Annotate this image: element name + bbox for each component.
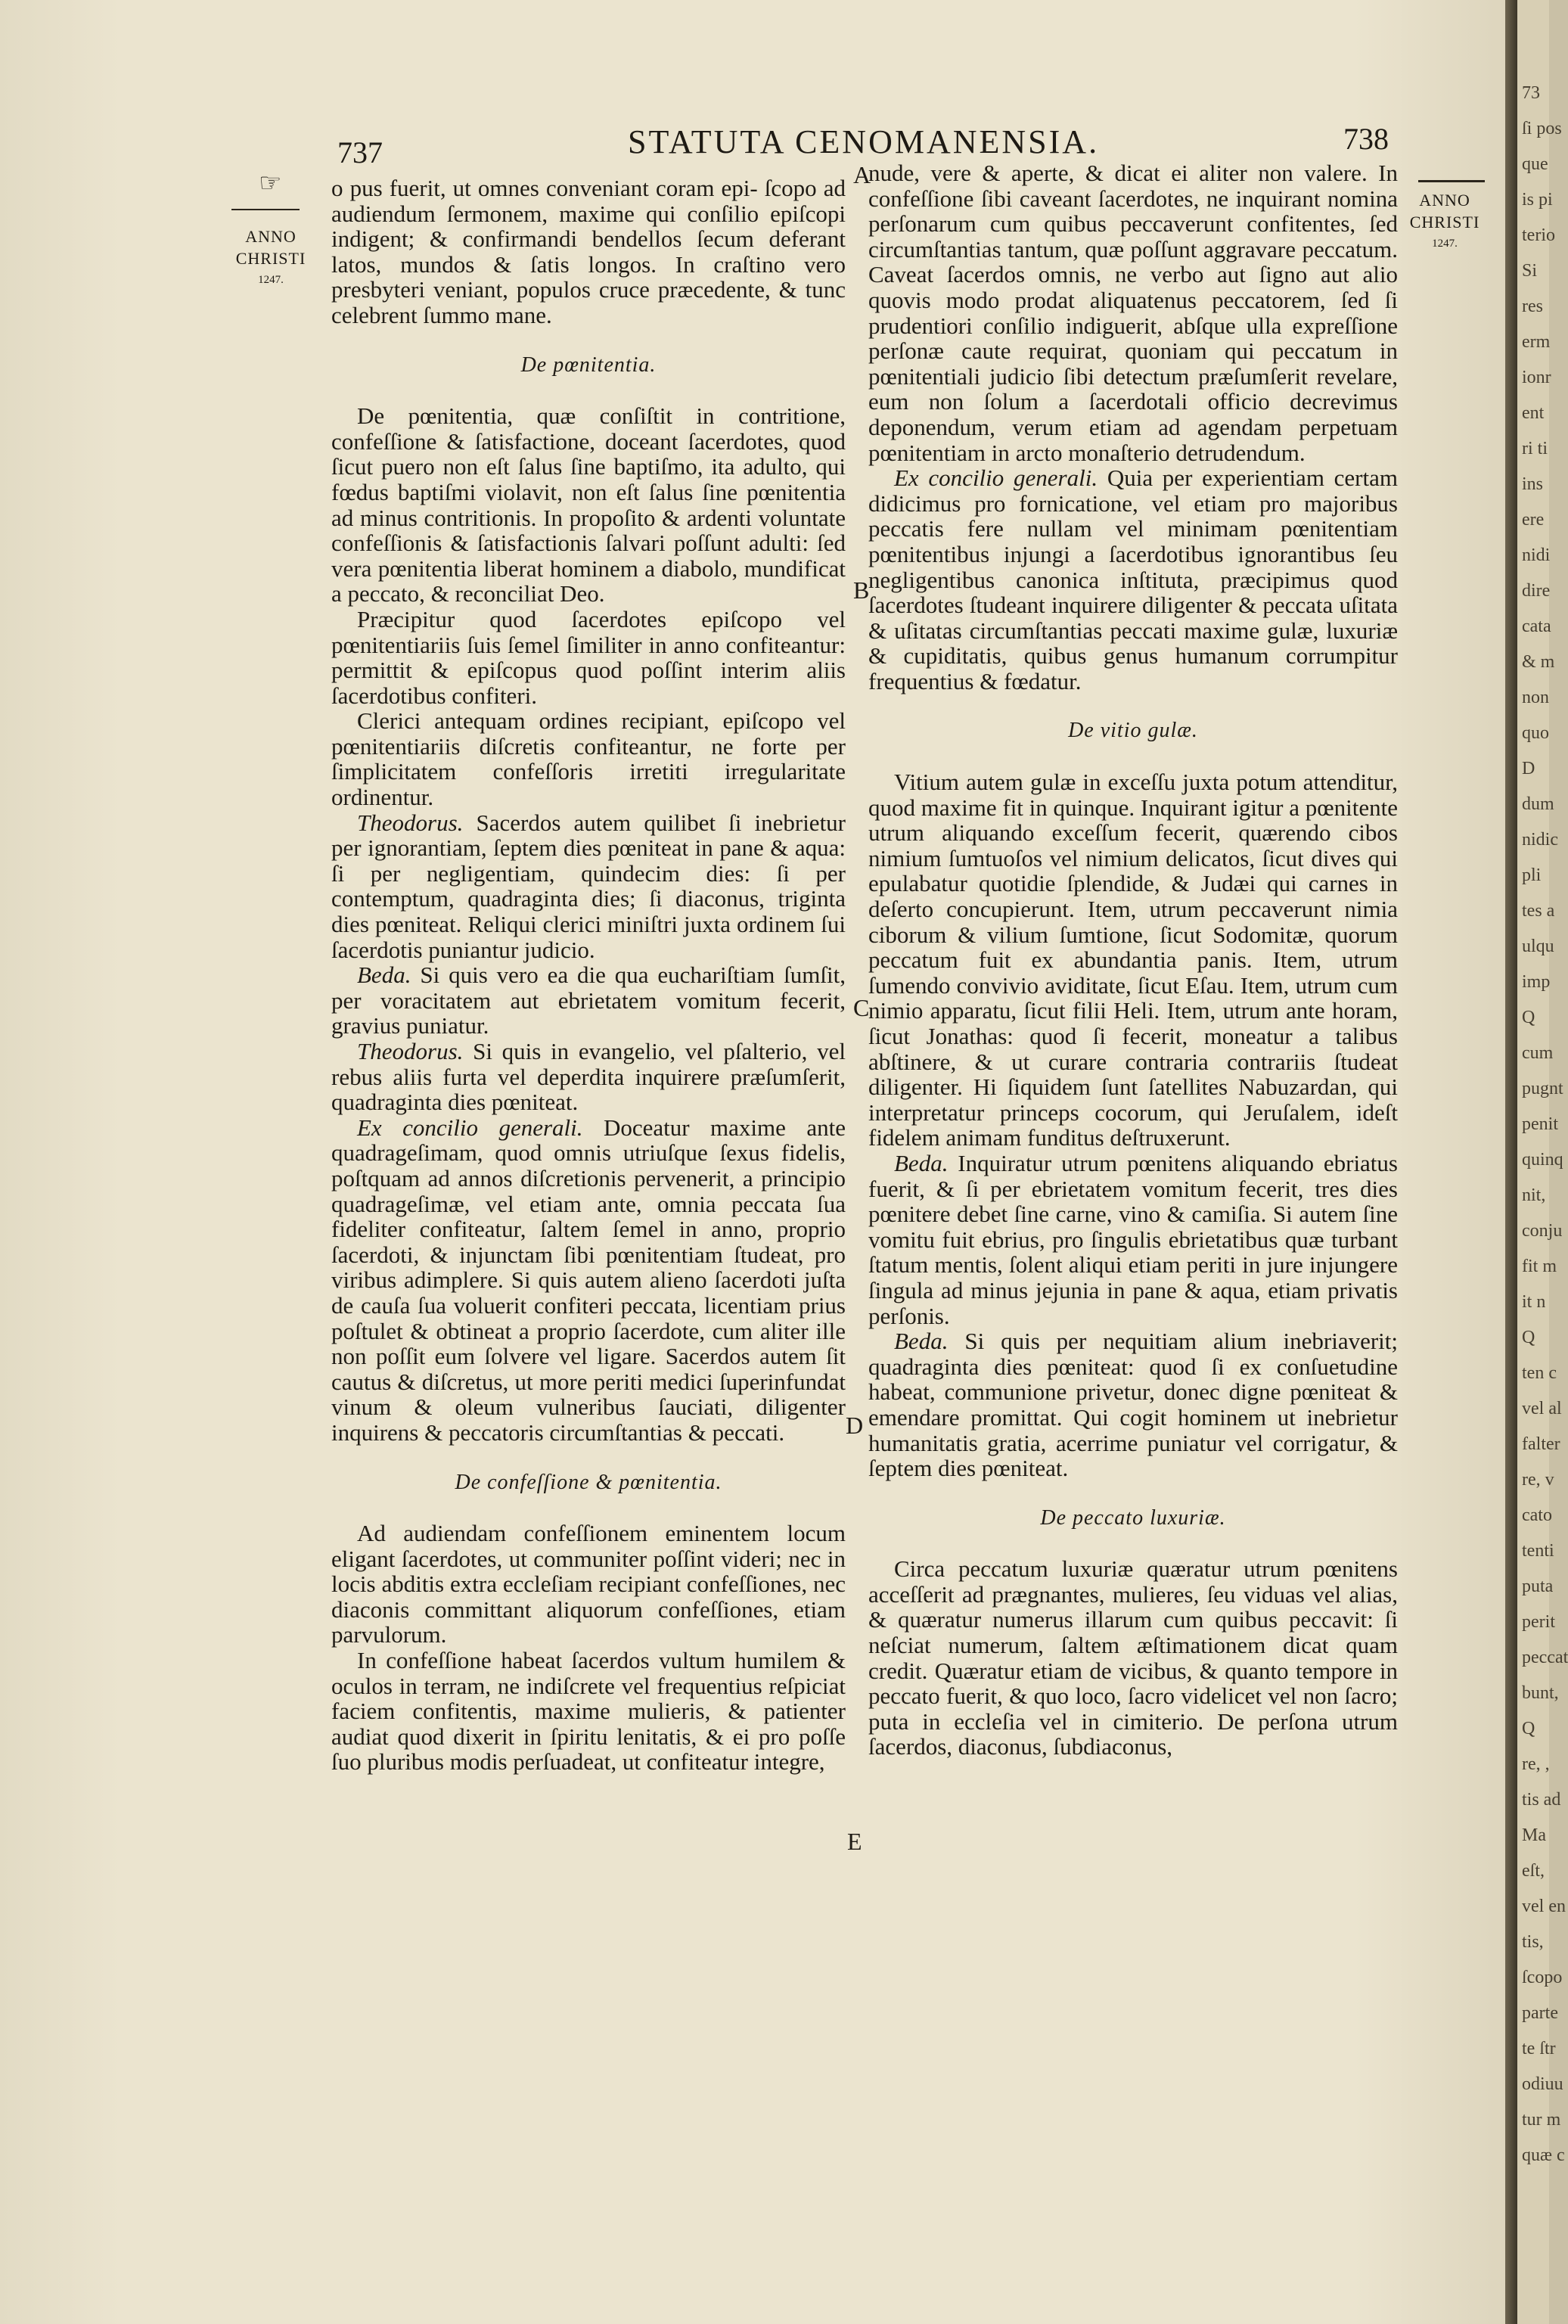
facing-page-fragment: fit m [1522,1257,1557,1276]
margin-note-anno: ANNO [245,227,297,246]
margin-rule-right [1418,180,1485,182]
facing-page-fragment: parte [1522,2003,1558,2023]
facing-page-fragment: cum [1522,1043,1554,1063]
paragraph [331,810,846,963]
facing-page-fragment: Q [1522,1008,1535,1027]
paragraph [868,465,1398,694]
facing-page-fragment: eſt, [1522,1861,1545,1881]
facing-page-fragment: falter [1522,1434,1560,1454]
section-heading: De confeſſione & pœnitentia. [455,1470,722,1494]
paragraph [331,1039,846,1115]
facing-page-edge [1517,0,1568,2324]
paragraph: Vitium autem gulæ in exceſſu juxta potum attenditur, quod maxime fit in quinque. Inquirant igitur a pœnitente utrum aliquando exceſſum fecerit, quærendo cibos nimium ſumtuoſos vel nimium delicatos, ſicut dives qui epulabatur quotidie ſplendide, & Judæi qui carnes in deſerto concupierunt. Item, utrum peccaverunt nimia ciborum & vilium ſumtione, ſicut Sodomitæ, quorum peccatum fuit ex abundantia panis. Item, utrum ſumendo convivio aviditate, ſicut Eſau. Item, utrum cum nimio apparatu, ſicut filii Heli. Item, utrum ante horam, ſicut Jonathas: quod ſi fecerit, moneatur a talibus abſtinere, & ut curare contraria contrariis ſtudeat diligenter. Hi ſiquidem ſunt ſatellites Nabuzardan, qui interpretatur princeps cocorum, qui Jeruſalem, ideſt fidelem animam funditus deſtruxerunt. [868,769,1398,1151]
facing-page-fragment: ſcopo [1522,1968,1563,1987]
facing-page-fragment: dum [1522,794,1554,814]
facing-page-fragment: Q [1522,1328,1535,1347]
pointing-hand-icon: ☞ [259,168,282,198]
facing-page-fragment: imp [1522,972,1551,992]
facing-page-fragment: peccat [1522,1648,1568,1667]
paragraph-text: Inquiratur utrum pœnitens aliquando ebriatus fuerit, & ſi per ebrietatem vomitum fecerit, tres dies pœnitere debet ſine carne, vino & camiſia. Si autem ſine vomitu fuit ebrius, pro ſingulis ebrietatibus quæ turbant ſtatum mentis, ſolent aliqui etiam periti in jure injungere ſingula ad minus jejunia in pane & aqua, etiam privatis perſonis. [868,1149,1398,1329]
source-citation: Beda. [894,1328,949,1355]
facing-page-fragment: ri ti [1522,439,1548,458]
facing-page-fragment: puta [1522,1577,1554,1596]
facing-page-fragment: quinq [1522,1150,1563,1170]
paragraph: De pœnitentia, quæ conſiſtit in contritione, confeſſione & ſatisfactione, doceant ſacerdotes, quod ſicut puero non eſt ſalus ſine baptiſmo, ita adulto, qui fœdus baptiſmi violavit, non eſt ſalus ſine pœnitentia ad minus contritionis. In propoſito & ardenti voluntate confeſſionis & ſatisfactionis ſalvari poſſunt adulti: ſed vera pœnitentia liberat hominem a diabolo, mundificat a peccato, & reconciliat Deo. [331,402,846,607]
facing-page-fragment: quo [1522,723,1549,743]
facing-page-fragment: odiuu [1522,2074,1563,2094]
paragraph-text: Sacerdos autem quilibet ſi inebrietur per ignorantiam, ſeptem dies pœniteat in pane & aqua: ſi per negligentiam, quindecim dies: ſi per contemptum, quadraginta dies; ſi diaconus, triginta dies pœniteat. Reliqui clerici miniſtri juxta ordinem ſui ſacerdotis puniantur judicio. [331,809,846,963]
margin-note-left [233,225,309,291]
paragraph: Clerici antequam ordines recipiant, epiſcopo vel pœnitentiariis diſcretis confiteantur, ne forte per ſimplicitatem confeſſoris irretiti irregularitate ordinentur. [331,707,846,811]
section-heading: De vitio gulæ. [1068,719,1198,743]
paragraph [868,1328,1398,1481]
paragraph [331,962,846,1039]
facing-page-fragment: res [1522,297,1543,316]
margin-note-year: 1247. [1432,238,1458,250]
facing-page-fragment: te ſtr [1522,2039,1556,2058]
margin-note-year: 1247. [258,274,284,286]
facing-page-fragment: ent [1522,403,1545,423]
facing-page-fragment: re, v [1522,1470,1554,1490]
facing-page-fragment: perit [1522,1612,1555,1632]
paragraph: nude, vere & aperte, & dicat ei aliter non valere. In confeſſione ſibi caveant ſacerdotes, ne inquirant nomina perſonarum cum quibus peccaverunt confitentes, ſed circumſtantias tantum, quæ poſſunt aggravare peccatum. Caveat ſacerdos omnis, ne verbo aut ſigno aut alio quovis modo prodat aliquatenus peccatorem, ſed ſi prudentiori conſilio indiguerit, abſque ulla expreſſione perſonæ caute requirat, quoniam qui peccatum in pœnitentiali judicio ſibi detectum præſumſerit revelare, eum non ſolum a ſacerdotali officio decrevimus deponendum, verum etiam ad agendam perpetuam pœnitentiam in arcto monaſterio detrudendum. [868,160,1398,466]
facing-page-fragment: Q [1522,1719,1535,1738]
facing-page-fragment: conju [1522,1221,1563,1241]
source-citation: Theodorus. [357,1038,464,1064]
facing-page-fragment: quæ c [1522,2145,1565,2165]
facing-page-fragment: ulqu [1522,937,1554,956]
facing-page-fragment: tur m [1522,2110,1561,2130]
section-mark-d: D [846,1412,864,1439]
section-mark-b: B [853,576,870,604]
facing-page-fragment: cato [1522,1505,1552,1525]
margin-note-anno: ANNO [1419,191,1470,210]
facing-page-fragment: & m [1522,652,1555,672]
running-title: STATUTA CENOMANENSIA. [628,123,1100,160]
facing-page-fragment: ten c [1522,1363,1557,1383]
facing-page-fragment: pugnt [1522,1079,1563,1098]
source-citation: Theodorus. [357,809,464,836]
facing-page-fragment: dire [1522,581,1551,601]
paragraph-text: Quia per experientiam certam didicimus pro fornicatione, vel etiam pro majoribus peccatis fere nullam vel minimam pœnitentiam pœnitentibus injungi a ſacerdotibus ignorantibus ſeu negligentibus canonica inſtituta, præcipimus quod ſacerdotes ſtudeant inquirere diligenter & peccata uſitata & uſitatas circumſtantias peccati maxime gulæ, luxuriæ & cupiditatis, quibus genus humanum corrumpitur frequentius & fœdatur. [868,464,1398,694]
facing-page-fragment: que [1522,154,1548,174]
source-citation: Ex concilio generali. [357,1114,583,1141]
paragraph: Ad audiendam confeſſionem eminentem locum eligant ſacerdotes, ut communiter poſſint videri; nec in locis abditis extra eccleſiam recipiant confeſſiones, nec diaconis committant aliquorum confeſſiones, etiam parvulorum. [331,1520,846,1648]
facing-page-fragment: tis, [1522,1932,1544,1952]
page-number-right: 738 [1343,122,1389,156]
margin-note-christi: CHRISTI [1409,213,1480,231]
facing-page-fragment: penit [1522,1114,1558,1134]
section-mark-c: C [853,994,870,1021]
facing-page-fragment: cata [1522,617,1551,636]
facing-page-fragment: terio [1522,225,1555,245]
paragraph [331,1115,846,1446]
facing-page-fragment: 73 [1522,83,1540,103]
facing-page-fragment: pli [1522,865,1542,885]
facing-page-fragment: erm [1522,332,1551,352]
facing-page-fragment: tis ad [1522,1790,1561,1810]
facing-page-fragment: vel en [1522,1897,1566,1916]
source-citation: Beda. [357,962,411,989]
facing-page-fragment: tenti [1522,1541,1554,1561]
facing-page-fragment: tes a [1522,901,1555,921]
facing-page-fragment: is pi [1522,190,1553,210]
paragraph-text: Si quis in evangelio, vel pſalterio, vel rebus aliis furta vel deperdita inquirere præſumſerit, quadraginta dies pœniteat. [331,1038,846,1116]
paragraph: Præcipitur quod ſacerdotes epiſcopo vel pœnitentiariis ſuis ſemel ſimiliter in anno confiteantur: permittit & epiſcopus quod poſſint interim aliis ſacerdotibus confiteri. [331,605,846,709]
facing-page-fragment: vel al [1522,1399,1562,1418]
facing-page-fragment: ionr [1522,368,1551,387]
facing-page-fragment: nidi [1522,545,1551,565]
right-column [868,160,1398,1760]
facing-page-fragment: non [1522,688,1549,707]
paragraph-text: Doceatur maxime ante quadrageſimam, quod omnis utriuſque ſexus fidelis, poſtquam ad annos diſcretionis pervenerit, a principio quadrageſimæ, vel etiam ante, omnia peccata ſua fideliter confiteatur, ſaltem ſemel in anno, proprio ſacerdoti, & injunctam ſibi pœnitentiam ſtudeat, pro viribus adimplere. Si quis autem alieno ſacerdoti juſta de cauſa ſua voluerit confiteri peccata, licentiam prius poſtulet & obtineat a proprio ſacerdote, cum aliter ille non poſſit eum ſolvere vel ligare. Sacerdos autem ſit cautus & diſcretus, ut more periti medici ſuperinfundat vinum & oleum vulneribus ſauciati, diligenter inquirens & peccatoris circumſtantias & peccati. [331,1114,846,1446]
paragraph [868,1151,1398,1328]
facing-page-fragment: Ma [1522,1825,1546,1845]
section-mark-a: A [853,161,871,188]
source-citation: Ex concilio generali. [894,464,1098,492]
facing-page-fragment: Si [1522,261,1538,281]
section-heading: De peccato luxuriæ. [1040,1505,1226,1530]
facing-page-fragment: it n [1522,1292,1546,1312]
section-mark-e: E [847,1828,862,1855]
facing-page-fragment: nidic [1522,830,1558,850]
section-heading: De pœnitentia. [520,353,657,377]
paragraph-text: Si quis per nequitiam alium inebriaverit; quadraginta dies pœniteat: quod ſi ex conſuetudine habeat, communione privetur, donec digne pœniteat & emendare promittat. Qui cogit hominem ut inebrietur humanitatis gratia, acerrime puniatur vel corrigatur, & ſeptem dies pœniteat. [868,1328,1399,1482]
facing-page-fragment: nit, [1522,1185,1546,1205]
margin-note-right [1407,189,1483,255]
paragraph: In confeſſione habeat ſacerdos vultum humilem & oculos in terram, ne indiſcrete vel frequentius reſpiciat faciem confitentis, maxime mulieris, & patienter audiat quod dixerit in ſpiritu lenitatis, & ei pro poſſe ſuo pluribus modis perſuadeat, ut confiteatur integre, [331,1647,846,1776]
left-column [331,176,846,1775]
paragraph: Circa peccatum luxuriæ quæratur utrum pœnitens acceſſerit ad prægnantes, mulieres, ſeu viduas vel alias, & quæratur numerus illarum cum quibus peccavit: ſi neſciat numerum, ſaltem æſtimationem dicat quam credit. Quæratur etiam de vicibus, & quanto tempore in peccato fuerit, & quo loco, ſacro videlicet vel non ſacro; puta in eccleſia vel in cimiterio. De perſona utrum ſacerdos, diaconus, ſubdiaconus, [868,1555,1398,1760]
facing-page-fragment: ere [1522,510,1545,530]
paragraph: o pus fuerit, ut omnes conveniant coram epi- ſcopo ad audiendum ſermonem, maxime qui conſilio epiſcopi indigent; & confirmandi bendellos ſecum deferant latos, mundos & ſatis longos. In craſtino vero presbyteri veniant, populos cruce præcedente, & tunc celebrent ſummo mane. [331,175,846,328]
paragraph-text: Si quis vero ea die qua euchariſtiam ſumſit, per voracitatem aut ebrietatem vomitum fecerit, gravius puniatur. [331,962,846,1039]
facing-page-fragment: bunt, [1522,1683,1559,1703]
facing-page-fragment: ſi pos [1522,119,1562,138]
margin-note-christi: CHRISTI [235,249,306,268]
margin-rule-left [231,209,300,210]
facing-page-fragment: ins [1522,474,1544,494]
book-gutter [1505,0,1517,2324]
facing-page-fragment: D [1522,759,1535,778]
source-citation: Beda. [894,1149,949,1176]
page-number-left: 737 [337,135,383,169]
facing-page-fragment: re, , [1522,1754,1550,1774]
